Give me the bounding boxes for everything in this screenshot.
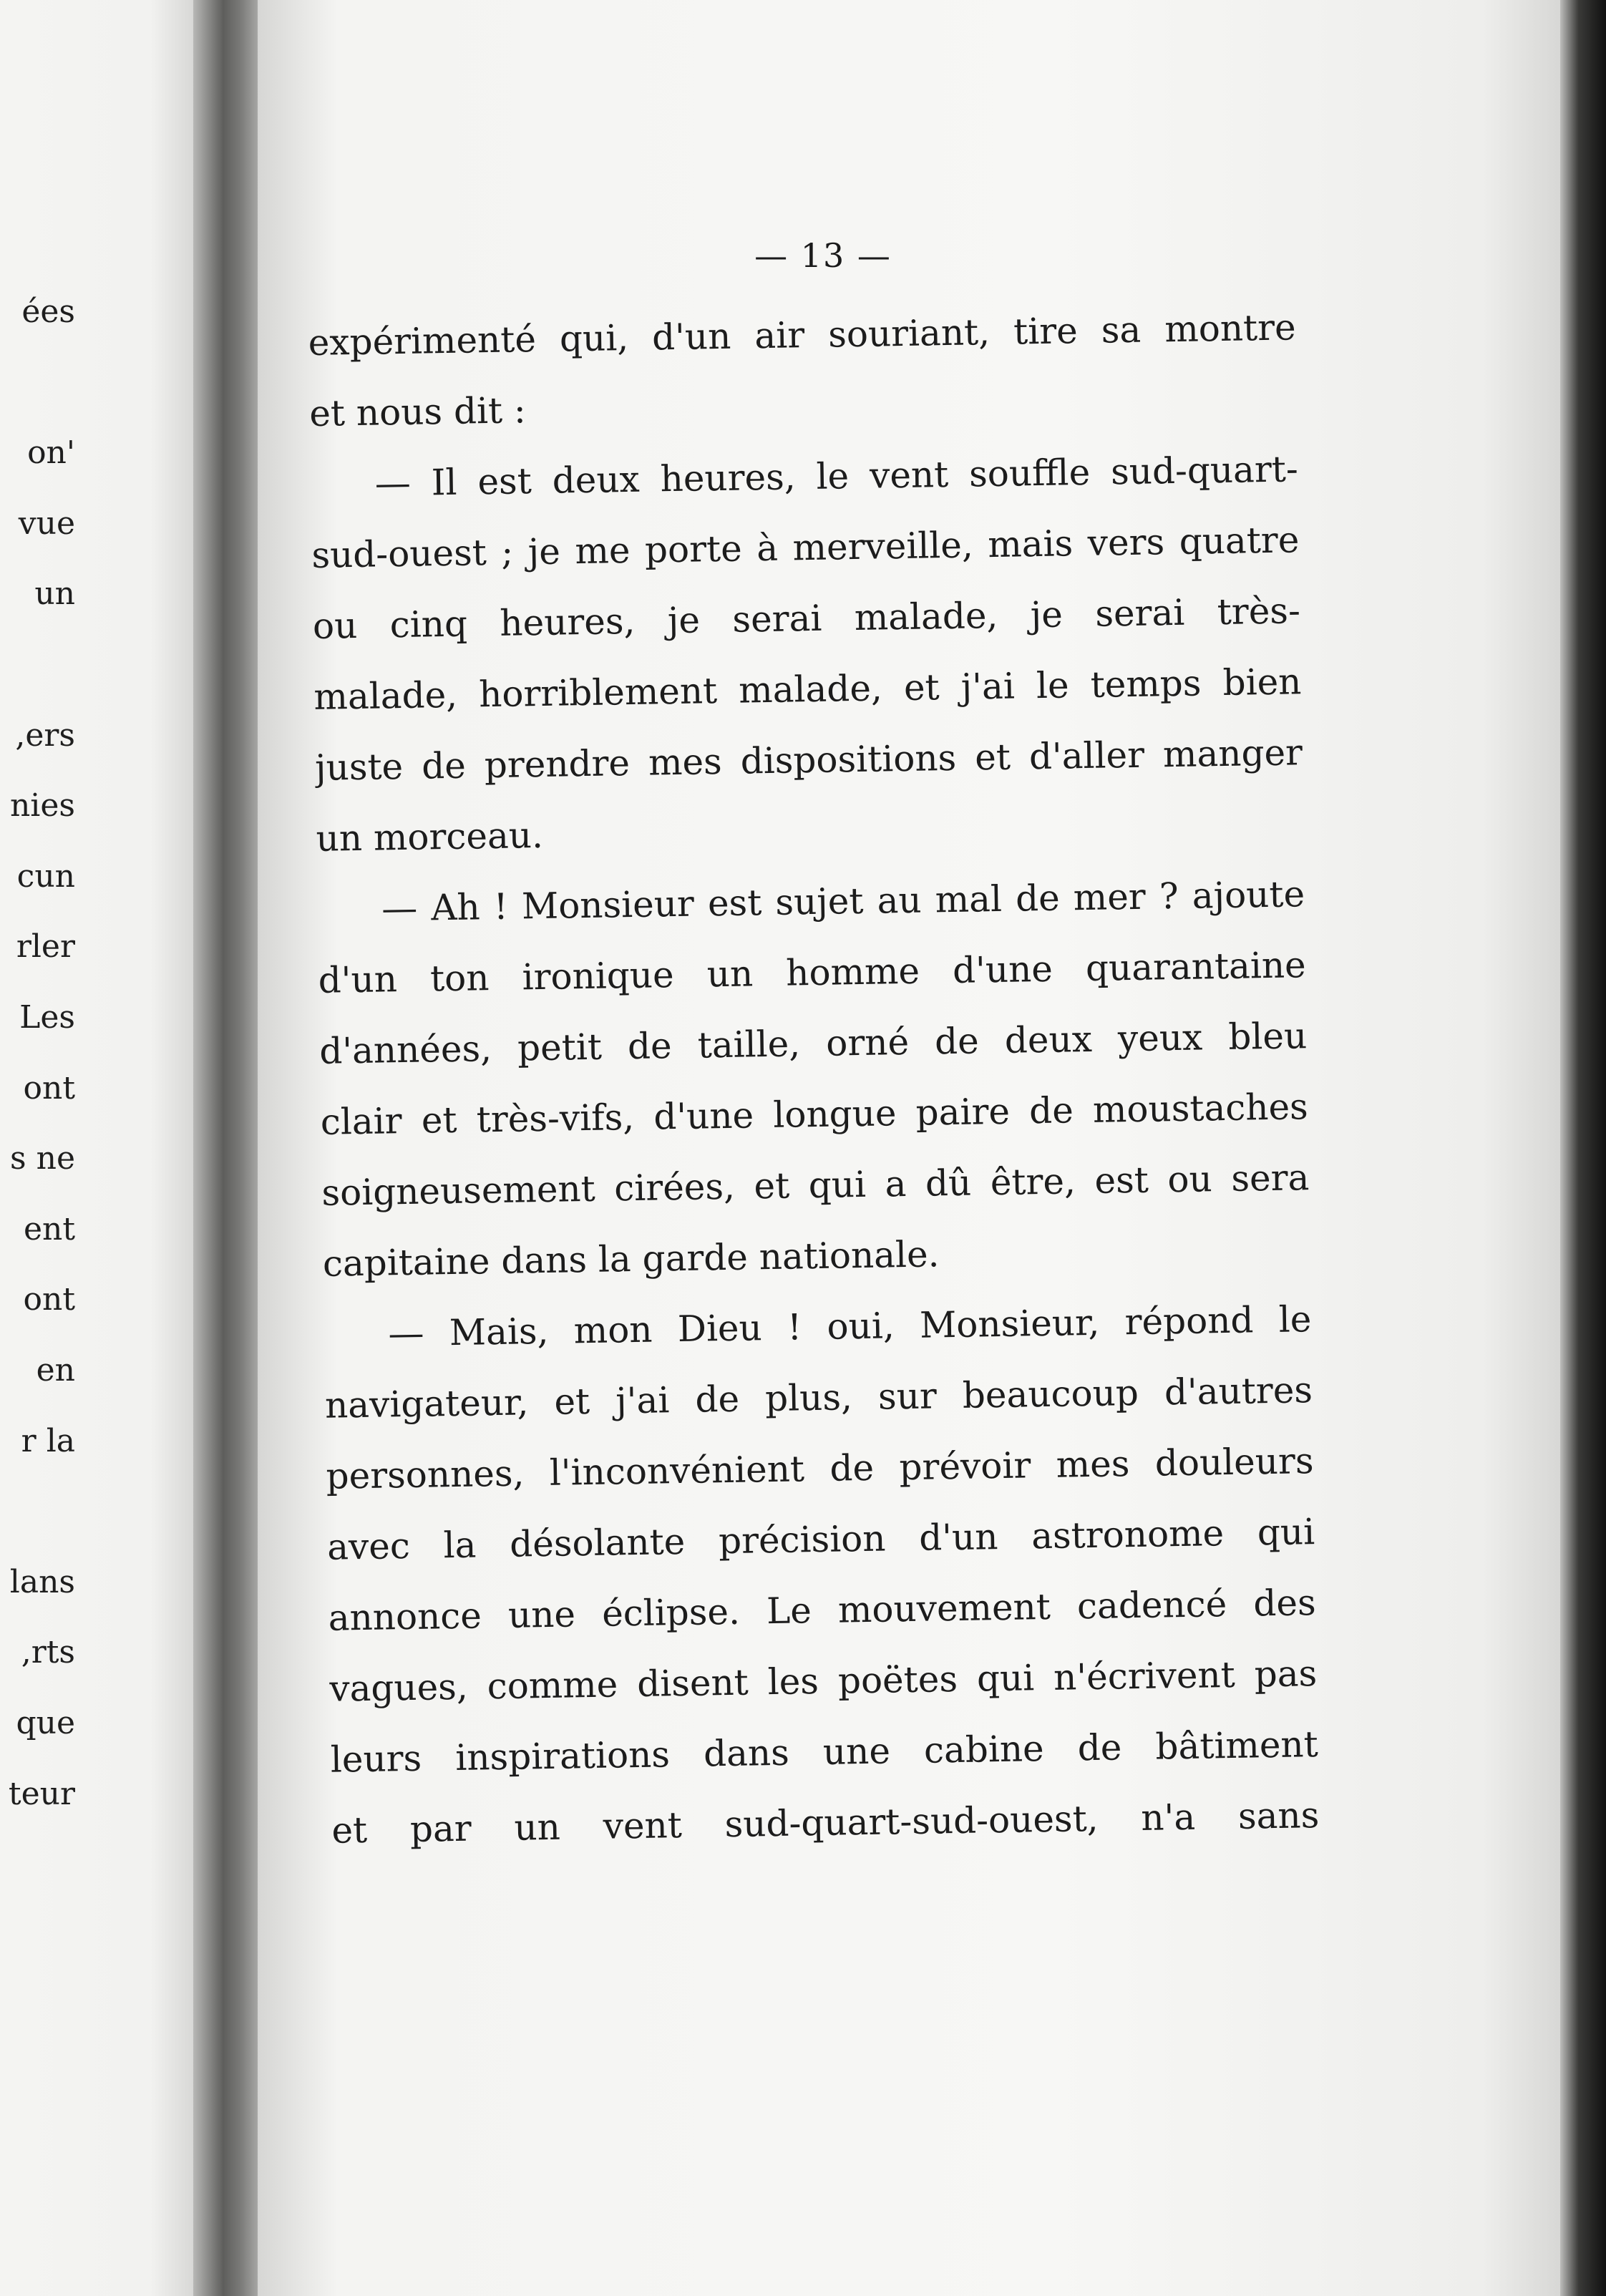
text-line: leurs inspirations dans une cabine de bâtiment (330, 1723, 1319, 1781)
text-line: expérimenté qui, d'un air souriant, tire sa montre (308, 306, 1297, 364)
text-line: — Il est deux heures, le vent souffle sud-quart- (374, 448, 1299, 505)
left-page-line-fragment: s ne (10, 1140, 75, 1177)
text-line: clair et très-vifs, d'une longue paire de moustaches (320, 1086, 1309, 1143)
left-page-line-fragment: ers, (15, 716, 75, 754)
left-page-line-fragment: ont (23, 1069, 75, 1106)
left-page-line-fragment: cun (16, 857, 75, 895)
left-page-line-fragment: un (34, 575, 75, 613)
text-line: et nous dit : (308, 389, 527, 434)
left-page-line-fragment: en (36, 1352, 75, 1388)
page-edge-shadow (1560, 0, 1606, 2296)
left-page-line-fragment: r la (21, 1422, 75, 1459)
text-line: un morceau. (316, 814, 544, 860)
text-line: personnes, l'inconvénient de prévoir mes douleurs (326, 1440, 1314, 1497)
text-line: — Ah ! Monsieur est sujet au mal de mer ? ajoute (381, 873, 1305, 930)
text-line: avec la désolante précision d'un astronome qui (326, 1511, 1315, 1568)
left-page-line-fragment: que (16, 1705, 75, 1741)
left-page-line-fragment: vue (18, 505, 75, 542)
text-line: annonce une éclipse. Le mouvement cadencé des (328, 1582, 1317, 1639)
text-line: — Mais, mon Dieu ! oui, Monsieur, répond le (388, 1298, 1312, 1355)
left-page-line-fragment: nies (9, 787, 75, 824)
left-page-line-fragment: lans (9, 1563, 75, 1600)
text-line: soigneusement cirées, et qui a dû être, est ou sera (321, 1157, 1310, 1214)
left-page-line-fragment: ent (23, 1210, 75, 1247)
text-line: vagues, comme disent les poëtes qui n'écrivent pas (328, 1653, 1318, 1710)
text-line: capitaine dans la garde nationale. (322, 1233, 940, 1285)
text-line: ou cinq heures, je serai malade, je serai très- (312, 590, 1301, 647)
text-line: juste de prendre mes dispositions et d'aller manger (314, 731, 1303, 789)
left-page-line-fragment: teur (8, 1775, 75, 1812)
left-page-line-fragment: ont (23, 1281, 75, 1318)
left-page-line-fragment: rler (16, 928, 75, 965)
page-number: — 13 — (754, 236, 892, 275)
text-line: malade, horriblement malade, et j'ai le temps bien (313, 661, 1302, 718)
text-line: navigateur, et j'ai de plus, sur beaucoup d'autres (324, 1369, 1313, 1426)
text-line: d'un ton ironique un homme d'une quarantaine (318, 944, 1307, 1001)
text-line: d'années, petit de taille, orné de deux yeux bleu (318, 1015, 1308, 1072)
text-line: sud-ouest ; je me porte à merveille, mais vers quatre (311, 519, 1300, 576)
left-facing-page (0, 0, 215, 2296)
left-page-line-fragment: 'on (27, 434, 75, 472)
left-page-line-fragment: ées (21, 293, 75, 330)
text-line: et par un vent sud-quart-sud-ouest, n'a sans (331, 1794, 1320, 1852)
body-text (308, 292, 1320, 1866)
left-page-line-fragment: Les (19, 999, 75, 1036)
left-page-line-fragment: rts, (21, 1634, 75, 1671)
